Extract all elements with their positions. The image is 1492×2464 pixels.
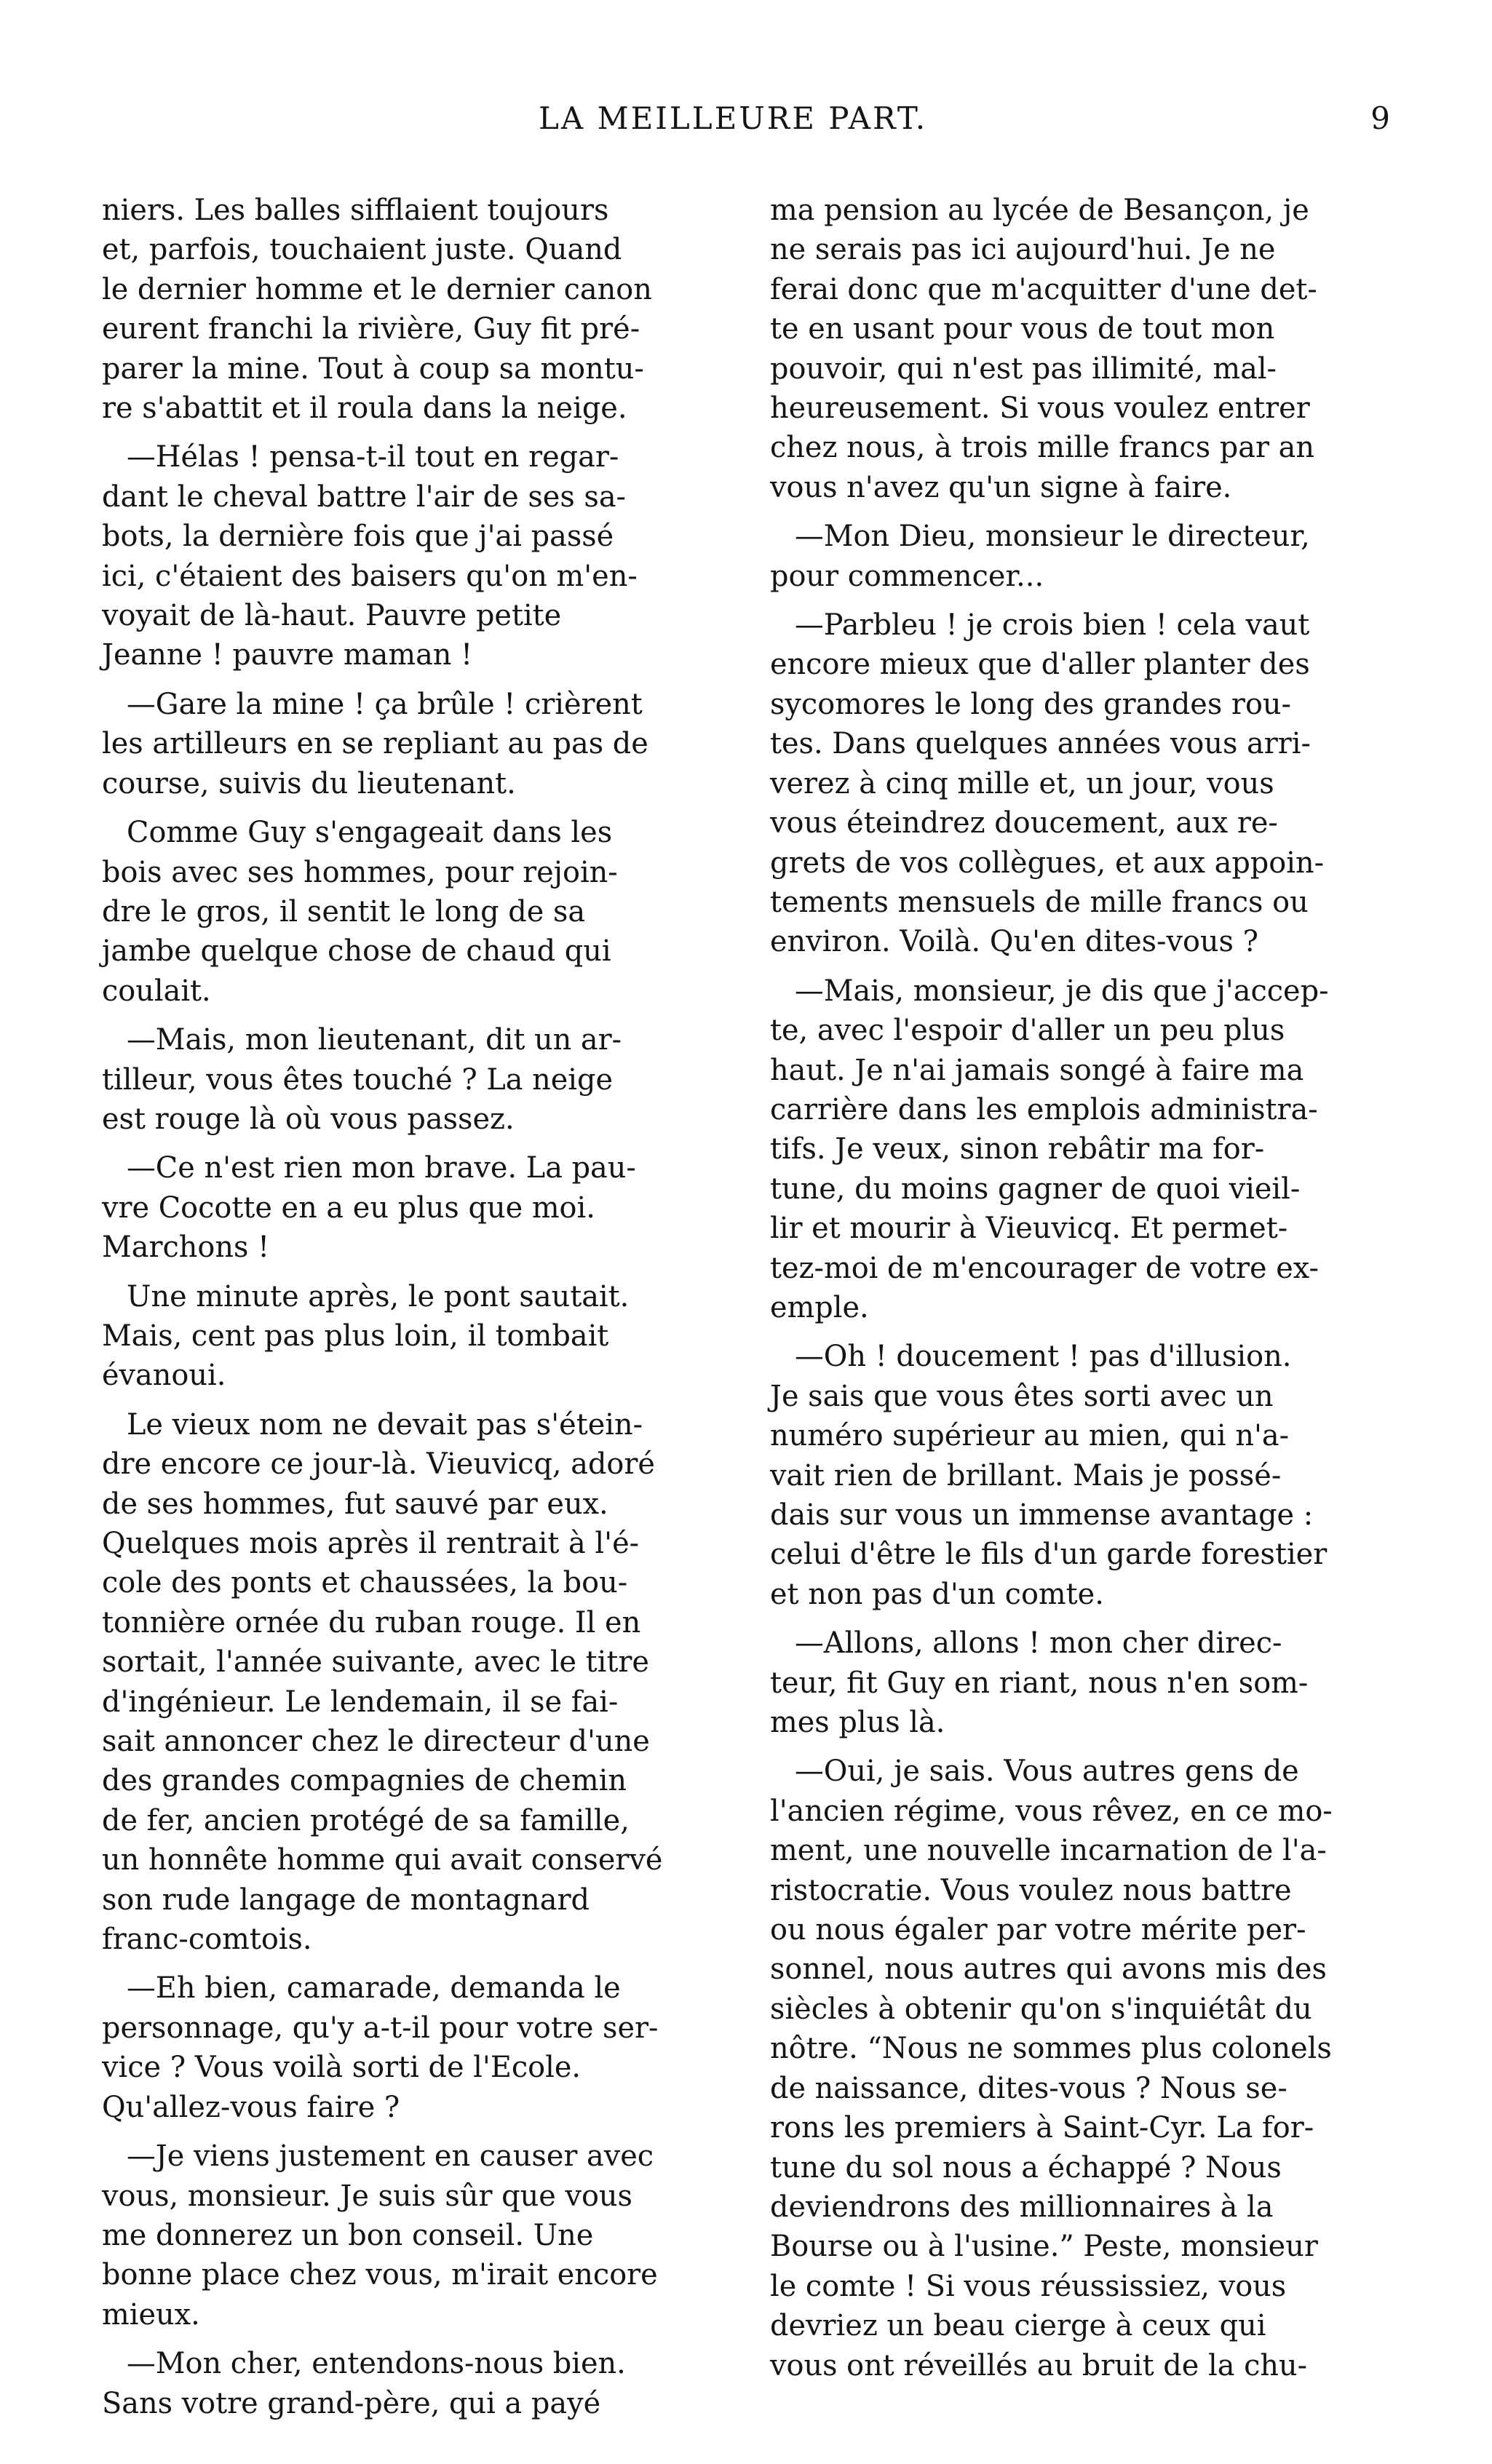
paragraph: Une minute après, le pont sautait. Mais, cent pas plus loin, il tombait évanoui. <box>102 1279 630 1393</box>
paragraph: —Oh ! doucement ! pas d'illusion. Je sais que vous êtes sorti avec un numéro supérieur au mien, qui n'a- vait rien de brillant. Mais je possé- dais sur vous un immense avantage : celui d'être le fils d'un garde forestier et non pas d'un comte. <box>770 1340 1328 1611</box>
paragraph: —Mais, mon lieutenant, dit un ar- tilleur, vous êtes touché ? La neige est rouge là où vous passez. <box>102 1023 622 1136</box>
paragraph: niers. Les balles sifflaient toujours et, parfois, touchaient juste. Quand le dernier homme et le dernier canon eurent franchi la rivière, Guy fit pré- parer la mine. Tout à coup sa montu- re s'abattit et il roula dans la neige. <box>102 194 652 426</box>
paragraph: —Allons, allons ! mon cher direc- teur, fit Guy en riant, nous n'en som- mes plus là. <box>770 1626 1309 1740</box>
page-header <box>102 100 1390 144</box>
paragraph: ma pension au lycée de Besançon, je ne serais pas ici aujourd'hui. Je ne ferai donc que m'acquitter d'une det- te en usant pour vous de tout mon pouvoir, qui n'est pas illimité, mal- heureusement. Si vous voulez entrer chez nous, à trois mille francs par an vous n'avez qu'un signe à faire. <box>770 194 1317 504</box>
paragraph: Comme Guy s'engageait dans les bois avec ses hommes, pour rejoin- dre le gros, il sentit le long de sa jambe quelque chose de chaud qui coulait. <box>102 816 618 1008</box>
paragraph: —Mais, monsieur, je dis que j'accep- te, avec l'espoir d'aller un peu plus haut. Je n'ai jamais songé à faire ma carrière dans les emplois administra- tifs. Je veux, sinon rebâtir ma for- tune, du moins gagner de quoi vieil- lir et mourir à Vieuvicq. Et permet- tez-moi de m'encourager de votre ex- emple. <box>770 974 1329 1324</box>
paragraph: —Je viens justement en causer avec vous, monsieur. Je suis sûr que vous me donnerez un bon conseil. Une bonne place chez vous, m'irait encore mieux. <box>102 2139 658 2332</box>
paragraph: —Mon cher, entendons-nous bien. Sans votre grand-père, qui a payé <box>102 2347 626 2420</box>
paragraph: —Ce n'est rien mon brave. La pau- vre Cocotte en a eu plus que moi. Marchons ! <box>102 1151 636 1265</box>
page-number: 9 <box>1370 100 1390 136</box>
paragraph: —Mon Dieu, monsieur le directeur, pour commencer... <box>770 520 1310 593</box>
paragraph: —Eh bien, camarade, demanda le personnage, qu'y a-t-il pour votre ser- vice ? Vous voilà sorti de l'Ecole. Qu'allez-vous faire ? <box>102 1971 659 2124</box>
paragraph: —Parbleu ! je crois bien ! cela vaut encore mieux que d'aller planter des sycomores le long des grandes rou- tes. Dans quelques années vous arri- verez à cinq mille et, un jour, vous vous éteindrez doucement, aux re- grets de vos collègues, et aux appoin- tements mensuels de mille francs ou environ. Voilà. Qu'en dites-vous ? <box>770 608 1325 959</box>
right-column <box>770 191 1393 2395</box>
paragraph: —Gare la mine ! ça brûle ! crièrent les artilleurs en se repliant au pas de course, suivis du lieutenant. <box>102 687 648 800</box>
paragraph: Le vieux nom ne devait pas s'étein- dre encore ce jour-là. Vieuvicq, adoré de ses hommes, fut sauvé par eux. Quelques mois après il rentrait à l'é- cole des ponts et chaussées, la bou- tonnière ornée du ruban rouge. Il en sortait, l'année suivante, avec le titre d'ingénieur. Le lendemain, il se fai- sait annoncer chez le directeur d'une des grandes compagnies de chemin de fer, ancien protégé de sa famille, un honnête homme qui avait conservé son rude langage de montagnard franc-comtois. <box>102 1407 663 1957</box>
paragraph: —Oui, je sais. Vous autres gens de l'ancien régime, vous rêvez, en ce mo- ment, une nouvelle incarnation de l'a- ristocratie. Vous voulez nous battre ou nous égaler par votre mérite per- sonnel, nous autres qui avons mis des siècles à obtenir qu'on s'inquiétât du nôtre. “Nous ne sommes plus colonels de naissance, dites-vous ? Nous se- rons les premiers à Saint-Cyr. La for- tune du sol nous a échappé ? Nous deviendrons des millionnaires à la Bourse ou à l'usine.” Peste, monsieur le comte ! Si vous réussissiez, vous devriez un beau cierge à ceux qui vous ont réveillés au bruit de la chu- <box>770 1754 1333 2382</box>
left-column <box>102 191 725 2433</box>
running-title: LA MEILLEURE PART. <box>539 100 928 136</box>
paragraph: —Hélas ! pensa-t-il tout en regar- dant le cheval battre l'air de ses sa- bots, la dernière fois que j'ai passé ici, c'étaient des baisers qu'on m'en- voyait de là-haut. Pauvre petite Jeanne ! pauvre maman ! <box>102 440 638 672</box>
